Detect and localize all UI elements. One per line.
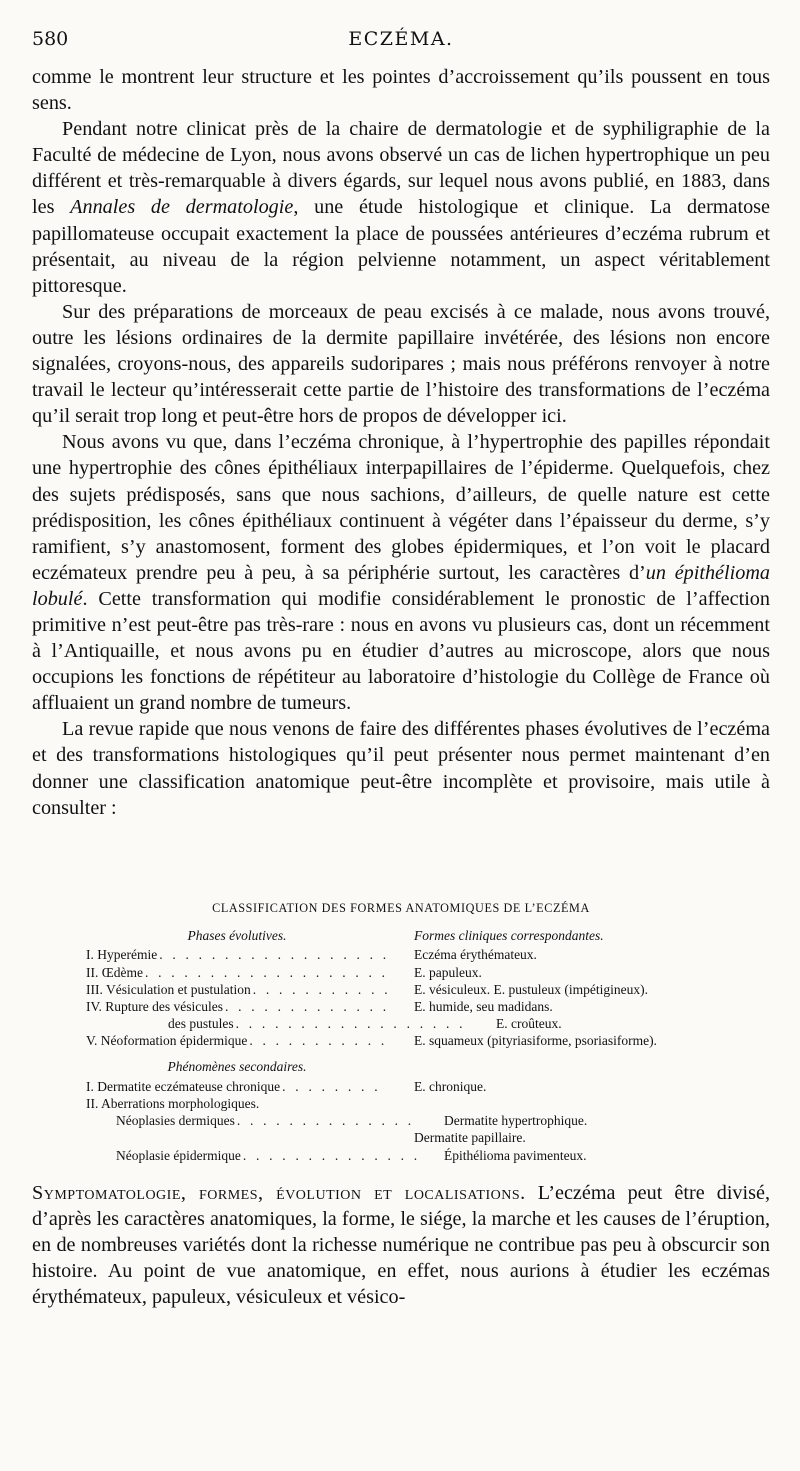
- secondary-label: II. Aberrations morphologiques.: [86, 1096, 260, 1112]
- italic-term: un épithélioma lobulé: [32, 561, 770, 610]
- table-row: [86, 1015, 736, 1032]
- clinical-form: E. papuleux.: [414, 964, 482, 980]
- table-row: [86, 1032, 736, 1049]
- clinical-form: E. humide, seu madidans.: [414, 999, 553, 1015]
- paragraph: comme le montrent leur structure et les pointes d’accroissement qu’ils poussent en tous sens.: [32, 66, 770, 115]
- table-row: [86, 1095, 736, 1112]
- paragraph: La revue rapide que nous venons de faire des différentes phases évolutives de l’eczéma et des transformations histologiques qu’il peut présenter nous permet maintenant d’en donner une classification anatomique peut-être incomplète et provisoire, mais utile à consulter :: [32, 718, 770, 819]
- table-row: [86, 1129, 736, 1146]
- secondary-label: Néoplasies dermiques: [116, 1113, 235, 1129]
- secondary-label: Néoplasie épidermique: [116, 1147, 241, 1163]
- clinical-form: E. squameux (pityriasiforme, psoriasiforme).: [414, 1033, 657, 1049]
- column-headings: [86, 927, 736, 944]
- clinical-form: [388, 1095, 414, 1112]
- clinical-form: Dermatite papillaire.: [414, 1130, 526, 1146]
- table-row: [86, 964, 736, 981]
- paragraph: Nous avons vu que, dans l’eczéma chronique, à l’hypertrophie des papilles répondait une hypertrophie des cônes épithéliaux interpapillaires de l’épiderme. Quelquefois, chez des sujets prédisposés, sans que nous sachions, d’ailleurs, de quelle nature est cette prédisposition, les cônes épithéliaux continuent à végéter dans l’épaisseur du derme, s’y ramifient, s’y anastomosent, forment des globes épidermiques, et l’on voit le placard eczémateux prendre peu à peu, à sa périphérie surtout, les caractères d’un épithélioma lobulé. Cette transformation qui modifie considérablement le pronostic de l’affection primitive n’est peut-être pas très-rare : nous en avons vu plusieurs cas, dont un récemment à l’Antiquaille, et nous avons pu en étudier d’autres au microscope, alors que nous occupions les fonctions de répétiteur au laboratoire d’histologie du Collège de France où affluaient un grand nombre de tumeurs.: [32, 431, 770, 715]
- body-text: [32, 64, 770, 821]
- running-title: ECZÉMA.: [348, 28, 454, 50]
- table-row: [86, 998, 736, 1015]
- secondary-label: I. Dermatite eczémateuse chronique: [86, 1078, 281, 1094]
- section-heading: Symptomatologie, formes, évolution et localisations.: [32, 1182, 526, 1204]
- page-number: 580: [32, 28, 69, 50]
- phase-label: II. Œdème: [86, 964, 143, 980]
- col-left-heading: Phases évolutives.: [187, 928, 287, 944]
- table-row: [86, 1147, 736, 1164]
- page-header: [32, 28, 770, 54]
- clinical-form: E. chronique.: [414, 1078, 487, 1094]
- phase-label: IV. Rupture des vésicules: [86, 999, 223, 1015]
- section-symptomatologie: [32, 1180, 770, 1310]
- paragraph: Pendant notre clinicat près de la chaire de dermatologie et de syphiligraphie de la Faculté de médecine de Lyon, nous avons observé un cas de lichen hypertrophique un peu différent et très-remarquable à divers égards, sur lequel nous avons publié, en 1883, dans les Annales de dermatologie, une étude histologique et clinique. La dermatose papillomateuse occupait exactement la place de poussées antérieures d’eczéma rubrum et présentait, au niveau de la région pelvienne notamment, un aspect véritablement pittoresque.: [32, 118, 770, 297]
- classification-title: CLASSIFICATION DES FORMES ANATOMIQUES DE L’ECZÉMA: [212, 901, 590, 915]
- table-row: [86, 1112, 736, 1129]
- clinical-form: E. croûteux.: [496, 1016, 562, 1032]
- table-row: [86, 946, 736, 963]
- clinical-form: Eczéma érythémateux.: [414, 947, 537, 963]
- paragraph: Symptomatologie, formes, évolution et localisations. L’eczéma peut être divisé, d’après les caractères anatomiques, la forme, le siége, la marche et les causes de l’éruption, en de nombreuses variétés dont la richesse numérique ne contribue pas peu à obscurcir son histoire. Au point de vue anatomique, en effet, nous aurions à étudier les eczémas érythémateux, papuleux, vésiculeux et vésico-: [32, 1182, 770, 1309]
- phase-label: V. Néoformation épidermique: [86, 1033, 248, 1049]
- phase-label: I. Hyperémie: [86, 947, 158, 963]
- secondary-heading: Phénomènes secondaires.: [167, 1058, 307, 1074]
- clinical-form: Épithélioma pavimenteux.: [444, 1147, 587, 1163]
- table-row: [86, 981, 736, 998]
- col-right-heading: Formes cliniques correspondantes.: [414, 928, 604, 944]
- phase-label: III. Vésiculation et pustulation: [86, 981, 251, 997]
- table-row: [86, 1078, 736, 1095]
- clinical-form: Dermatite hypertrophique.: [444, 1113, 588, 1129]
- classification-table: [86, 900, 736, 1164]
- clinical-form: E. vésiculeux. E. pustuleux (impétigineux).: [414, 981, 648, 997]
- paragraph: Sur des préparations de morceaux de peau excisés à ce malade, nous avons trouvé, outre les lésions ordinaires de la dermite papillaire invétérée, des lésions non encore signalées, croyons-nous, des appareils sudoripares ; mais nous préférons renvoyer à notre travail le lecteur qu’intéresserait cette partie de l’histoire des transformations de l’eczéma qu’il serait trop long et peut-être hors de propos de développer ici.: [32, 300, 770, 428]
- phase-label: des pustules: [168, 1016, 234, 1032]
- italic-title: Annales de dermatologie: [70, 196, 294, 219]
